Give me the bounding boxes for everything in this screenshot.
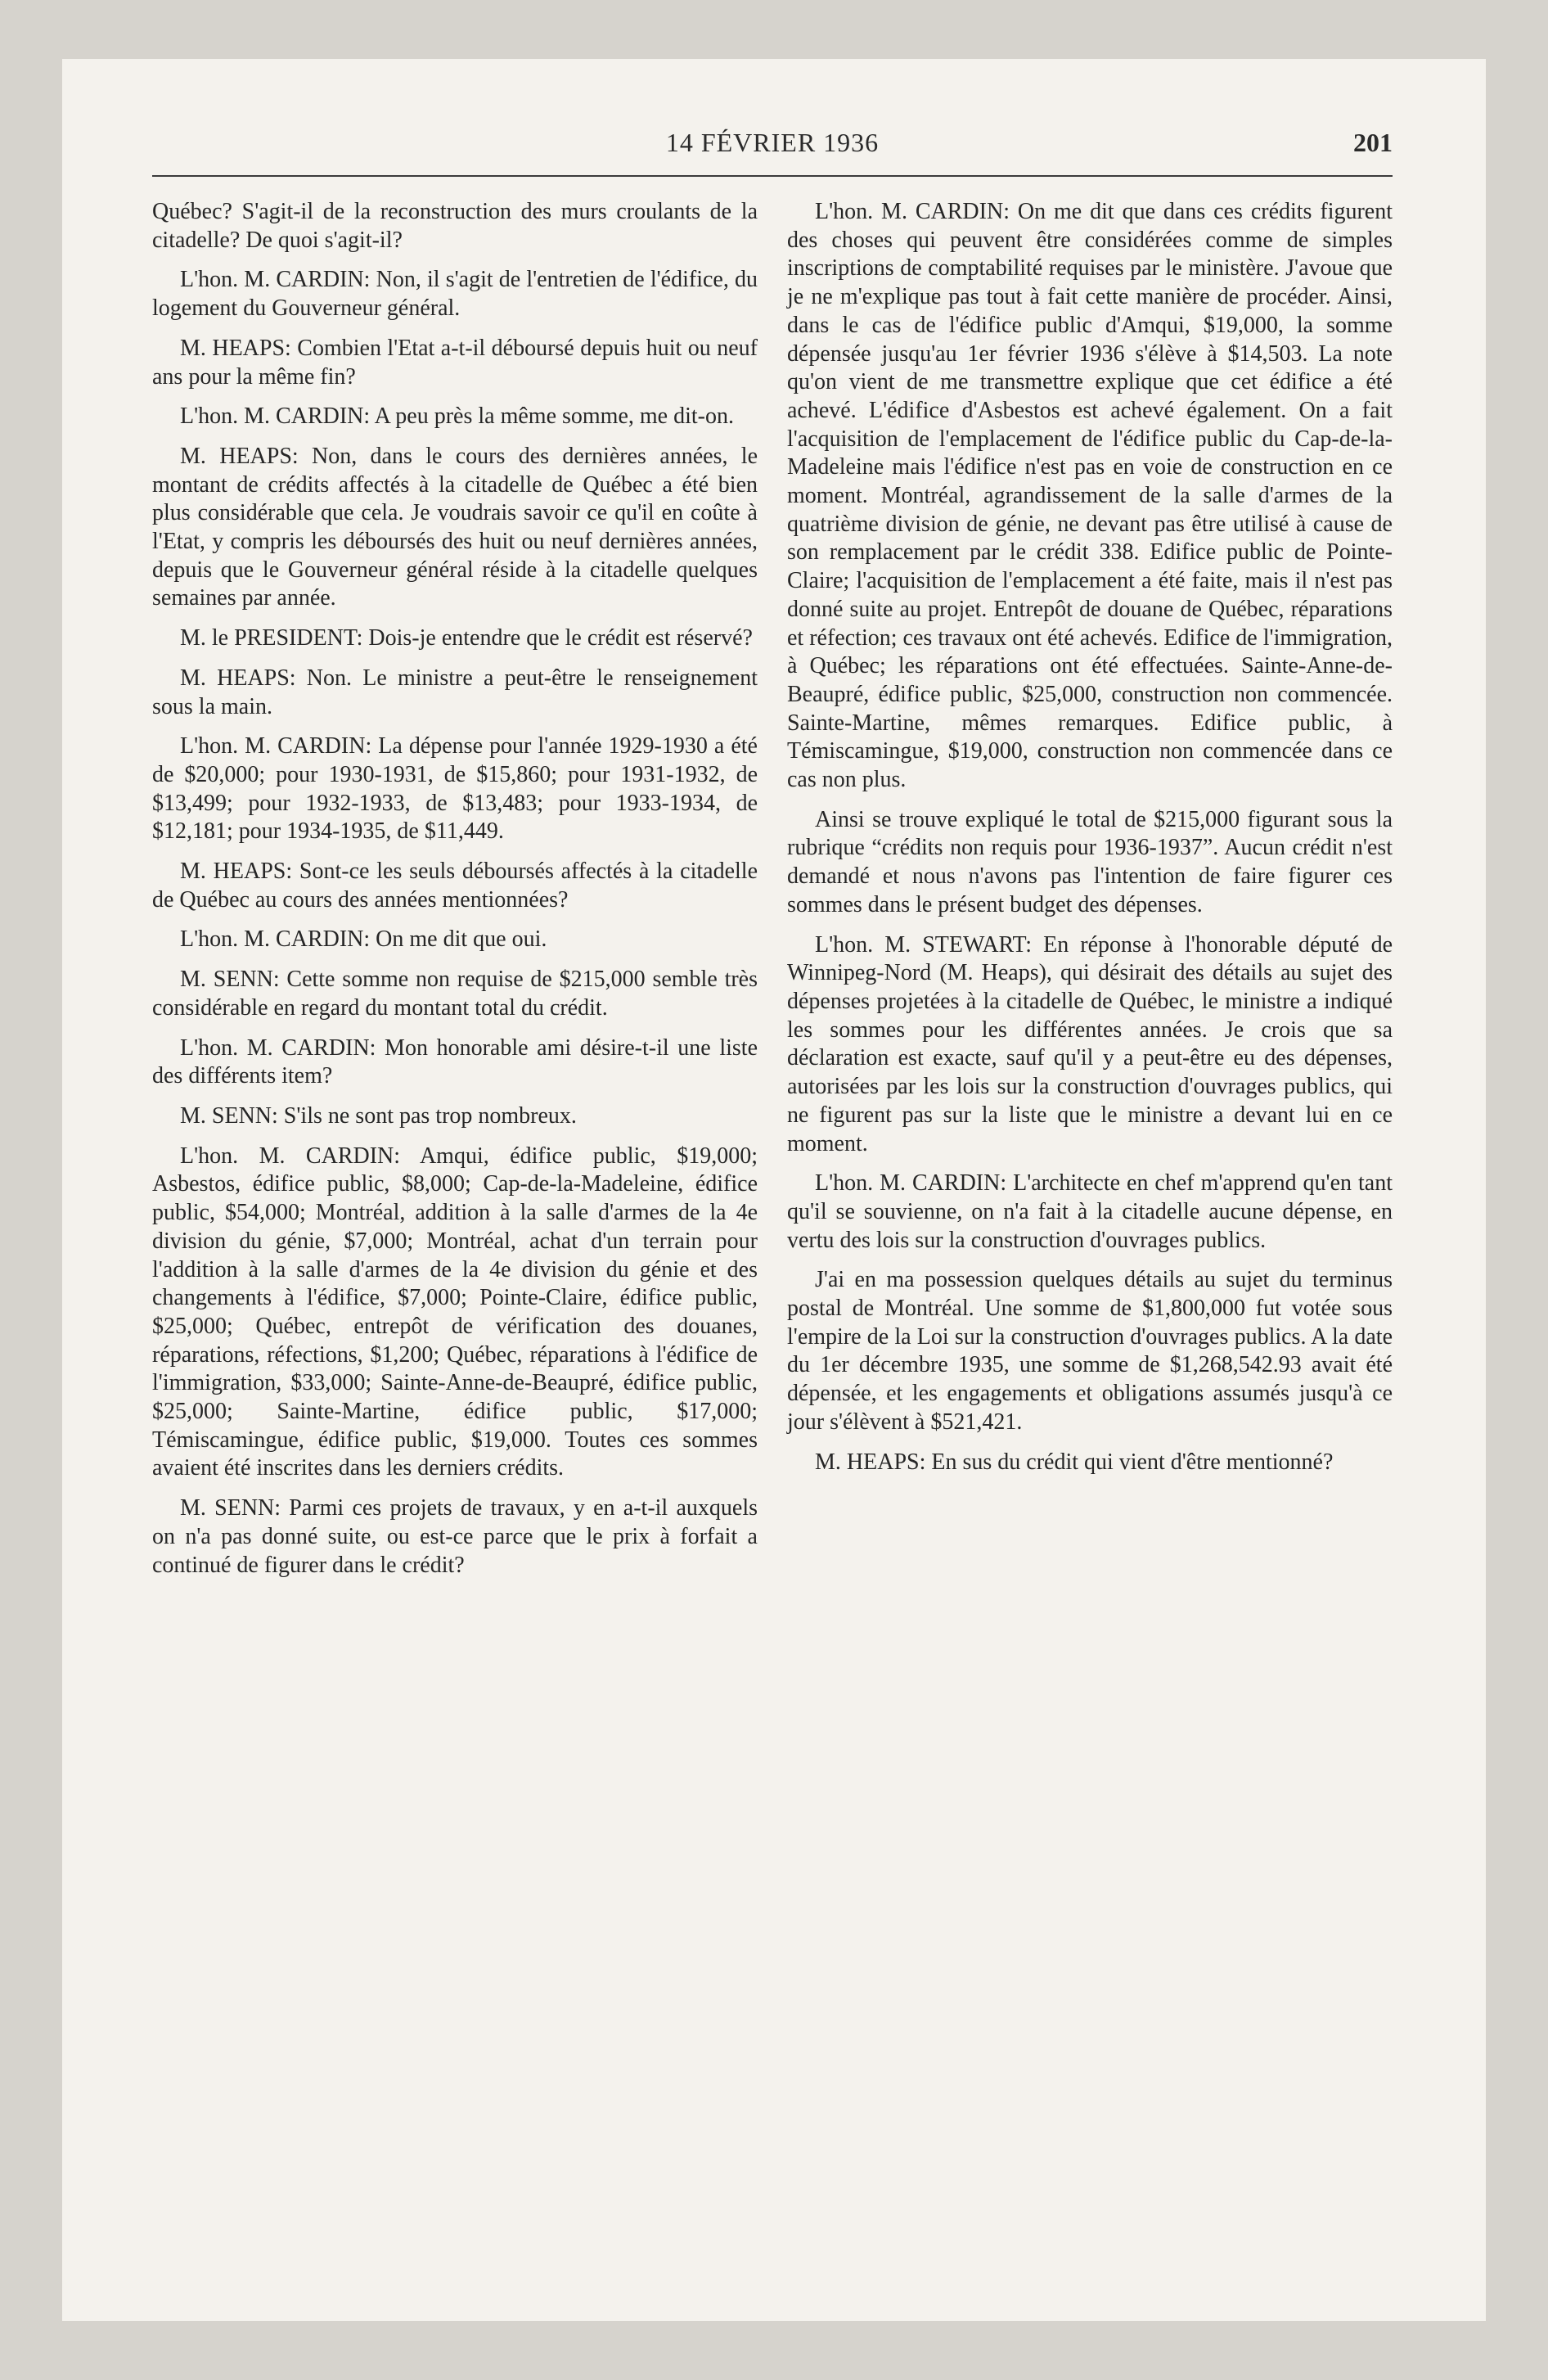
paragraph: L'hon. M. CARDIN: Non, il s'agit de l'entretien de l'édifice, du logement du Gouverneur général.	[152, 267, 758, 322]
left-column	[152, 198, 758, 1591]
paragraph: L'hon. M. CARDIN: A peu près la même somme, me dit-on.	[180, 403, 734, 430]
paragraph: M. SENN: Parmi ces projets de travaux, y en a-t-il auxquels on n'a pas donné suite, ou est-ce parce que le prix à forfait a continué de figurer dans le crédit?	[152, 1495, 758, 1578]
paragraph: M. SENN: S'ils ne sont pas trop nombreux.	[180, 1102, 577, 1129]
paragraph: L'hon. M. STEWART: En réponse à l'honorable député de Winnipeg-Nord (M. Heaps), qui désirait des détails au sujet des dépenses projetées à la citadelle de Québec, le ministre a indiqué les sommes pour les différentes années. Je crois que sa déclaration est exacte, sauf qu'il y a peut-être eu des dépenses, autorisées par les lois sur la construction d'ouvrages publics, qui ne figurent pas sur la liste que le ministre a devant lui en ce moment.	[787, 931, 1393, 1156]
paragraph: M. HEAPS: Non. Le ministre a peut-être le renseignement sous la main.	[152, 665, 758, 719]
page-header	[152, 123, 1393, 169]
paragraph: L'hon. M. CARDIN: On me dit que oui.	[180, 926, 547, 953]
paragraph: M. HEAPS: Sont-ce les seuls déboursés affectés à la citadelle de Québec au cours des années mentionnées?	[152, 859, 758, 913]
page-number: 201	[1353, 128, 1393, 157]
paragraph: L'hon. M. CARDIN: L'architecte en chef m'apprend qu'en tant qu'il se souvienne, on n'a fait à la citadelle aucune dépense, en vertu des lois sur la construction d'ouvrages publics.	[787, 1170, 1393, 1253]
paragraph: M. le PRESIDENT: Dois-je entendre que le crédit est réservé?	[180, 625, 753, 651]
paragraph: Québec? S'agit-il de la reconstruction des murs croulants de la citadelle? De quoi s'agit-il?	[152, 199, 758, 253]
paragraph: M. SENN: Cette somme non requise de $215,000 semble très considérable en regard du montant total du crédit.	[152, 967, 758, 1021]
paragraph: L'hon. M. CARDIN: Mon honorable ami désire-t-il une liste des différents item?	[152, 1034, 758, 1089]
page-date-title: 14 FÉVRIER 1936	[665, 128, 880, 157]
document-page	[62, 59, 1486, 2321]
paragraph: L'hon. M. CARDIN: On me dit que dans ces crédits figurent des choses qui peuvent être considérées comme de simples inscriptions de comptabilité requises par le ministère. J'avoue que je ne m'explique pas tout à fait cette manière de procéder. Ainsi, dans le cas de l'édifice public d'Amqui, $19,000, la somme dépensée jusqu'au 1er février 1936 s'élève à $14,503. La note qu'on vient de me transmettre explique que cet édifice a été achevé. L'édifice d'Asbestos est achevé également. On a fait l'acquisition de l'emplacement de l'édifice public du Cap-de-la-Madeleine mais l'édifice n'est pas en voie de construction en ce moment. Montréal, agrandissement de la salle d'armes de la quatrième division de génie, ne devant pas être utilisé à cause de son remplacement par le crédit 338. Edifice public de Pointe-Claire; l'acquisition de l'emplacement a été faite, mais il n'est pas donné suite au projet. Entrepôt de douane de Québec, réparations et réfection; ces travaux ont été achevés. Edifice de l'immigration, à Québec; les réparations ont été effectuées. Sainte-Anne-de-Beaupré, édifice public, $25,000, construction non commencée. Sainte-Martine, mêmes remarques. Edifice public, à Témiscamingue, $19,000, construction non commencée dans ce cas non plus.	[787, 199, 1393, 793]
paragraph: J'ai en ma possession quelques détails au sujet du terminus postal de Montréal. Une somme de $1,800,000 fut votée sous l'empire de la Loi sur la construction d'ouvrages publics. A la date du 1er décembre 1935, une somme de $1,268,542.93 avait été dépensée, et les engagements et obligations assumés jusqu'à ce jour s'élèvent à $521,421.	[787, 1267, 1393, 1435]
paragraph: L'hon. M. CARDIN: La dépense pour l'année 1929-1930 a été de $20,000; pour 1930-1931, de $15,860; pour 1931-1932, de $13,499; pour 1932-1933, de $13,483; pour 1933-1934, de $12,181; pour 1934-1935, de $11,449.	[152, 733, 758, 845]
header-rule	[152, 175, 1393, 177]
paragraph: M. HEAPS: En sus du crédit qui vient d'être mentionné?	[815, 1449, 1334, 1475]
paragraph: L'hon. M. CARDIN: Amqui, édifice public, $19,000; Asbestos, édifice public, $8,000; Cap-de-la-Madeleine, édifice public, $54,000; Montréal, addition à la salle d'armes de la 4e division du génie, $7,000; Montréal, achat d'un terrain pour l'addition à la salle d'armes de la 4e division du génie et des changements à l'édifice, $7,000; Pointe-Claire, édifice public, $25,000; Québec, entrepôt de vérification des douanes, réparations, réfections, $1,200; Québec, réparations à l'édifice de l'immigration, $33,000; Sainte-Anne-de-Beaupré, édifice public, $25,000; Sainte-Martine, édifice public, $17,000; Témiscamingue, édifice public, $19,000. Toutes ces sommes avaient été inscrites dans les derniers crédits.	[152, 1143, 758, 1481]
paragraph: M. HEAPS: Combien l'Etat a-t-il déboursé depuis huit ou neuf ans pour la même fin?	[152, 335, 758, 390]
right-column	[787, 198, 1393, 1488]
paragraph: Ainsi se trouve expliqué le total de $215,000 figurant sous la rubrique “crédits non requis pour 1936-1937”. Aucun crédit n'est demandé et nous n'avons pas l'intention de faire figurer ces sommes dans le présent budget des dépenses.	[787, 806, 1393, 917]
paragraph: M. HEAPS: Non, dans le cours des dernières années, le montant de crédits affectés à la citadelle de Québec a été bien plus considérable que cela. Je voudrais savoir ce qu'il en coûte à l'Etat, y compris les déboursés des huit ou neuf dernières années, depuis que le Gouverneur général réside à la citadelle quelques semaines par année.	[152, 443, 758, 611]
